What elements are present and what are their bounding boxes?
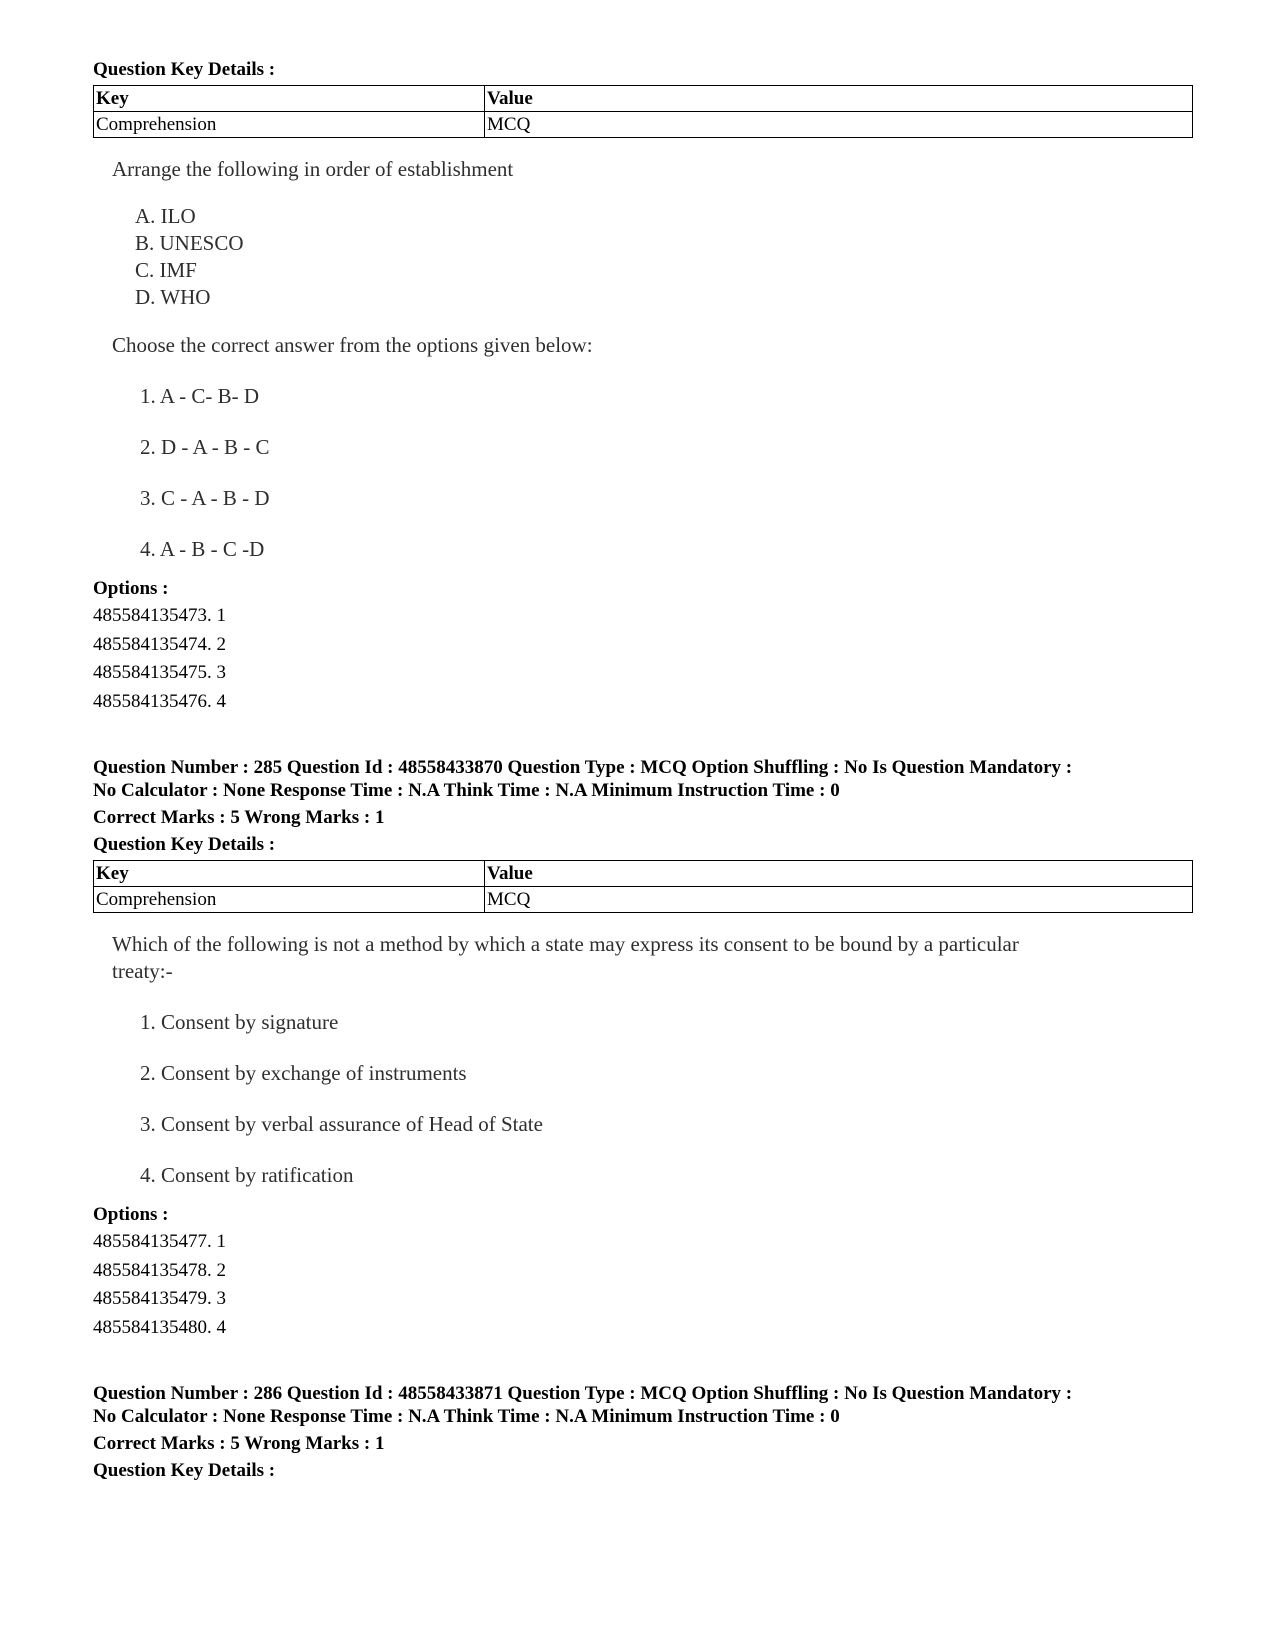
table-header-row (94, 861, 1193, 887)
question-key-details-heading: Question Key Details : (93, 59, 276, 80)
options-heading: Options : (93, 1204, 169, 1225)
question-meta (93, 756, 1193, 802)
answer-choice: 2. D - A - B - C (140, 435, 270, 459)
answer-choice: 4. Consent by ratification (140, 1163, 354, 1187)
question-items (93, 203, 1193, 311)
answer-choice: 3. C - A - B - D (140, 486, 270, 510)
value-cell: MCQ (485, 887, 1193, 913)
table-header-row (94, 86, 1193, 112)
options-heading: Options : (93, 578, 169, 599)
answer-choice: 3. Consent by verbal assurance of Head of State (140, 1112, 543, 1136)
question-text: treaty:- (112, 959, 173, 983)
options-list (93, 602, 1193, 716)
question-image (93, 931, 1193, 1189)
option-item: 485584135477. 1 (93, 1231, 226, 1252)
key-header: Key (94, 861, 485, 887)
document-page (93, 58, 1193, 1486)
list-item: B. UNESCO (135, 231, 244, 255)
table-row (94, 887, 1193, 913)
list-item: C. IMF (135, 258, 197, 282)
marks-line: Correct Marks : 5 Wrong Marks : 1 (93, 1433, 385, 1454)
question-meta-line: No Calculator : None Response Time : N.A Think Time : N.A Minimum Instruction Time : 0 (93, 780, 840, 801)
key-cell: Comprehension (94, 887, 485, 913)
marks-line: Correct Marks : 5 Wrong Marks : 1 (93, 807, 385, 828)
question-key-details-heading: Question Key Details : (93, 834, 276, 855)
question-key-details-heading: Question Key Details : (93, 1460, 276, 1481)
value-header: Value (485, 861, 1193, 887)
value-header: Value (485, 86, 1193, 112)
question-key-table (93, 860, 1193, 913)
instruction-text: Choose the correct answer from the options given below: (112, 333, 593, 357)
option-item: 485584135473. 1 (93, 605, 226, 626)
answer-choice: 1. A - C- B- D (140, 384, 260, 408)
option-item: 485584135476. 4 (93, 690, 226, 712)
question-key-table (93, 85, 1193, 138)
answer-choice: 1. Consent by signature (140, 1010, 339, 1034)
options-list (93, 1228, 1193, 1342)
option-item: 485584135478. 2 (93, 1259, 226, 1281)
option-item: 485584135479. 3 (93, 1288, 226, 1309)
question-text: Which of the following is not a method by which a state may express its consent to be bound by a particular (112, 932, 1019, 956)
question-meta-line: Question Number : 285 Question Id : 48558433870 Question Type : MCQ Option Shuffling : No Is Question Mandatory : (93, 757, 1073, 778)
option-item: 485584135475. 3 (93, 662, 226, 683)
answer-choice: 2. Consent by exchange of instruments (140, 1061, 467, 1085)
question-image (93, 156, 1193, 563)
key-header: Key (94, 86, 485, 112)
list-item: D. WHO (135, 285, 211, 309)
question-meta-line: Question Number : 286 Question Id : 48558433871 Question Type : MCQ Option Shuffling : No Is Question Mandatory : (93, 1383, 1073, 1404)
question-meta-line: No Calculator : None Response Time : N.A Think Time : N.A Minimum Instruction Time : 0 (93, 1406, 840, 1427)
key-cell: Comprehension (94, 112, 485, 138)
question-text: Arrange the following in order of establishment (112, 157, 514, 181)
option-item: 485584135480. 4 (93, 1316, 226, 1338)
list-item: A. ILO (135, 204, 196, 228)
value-cell: MCQ (485, 112, 1193, 138)
table-row (94, 112, 1193, 138)
option-item: 485584135474. 2 (93, 633, 226, 655)
answer-choice: 4. A - B - C -D (140, 537, 265, 561)
question-meta (93, 1382, 1193, 1428)
